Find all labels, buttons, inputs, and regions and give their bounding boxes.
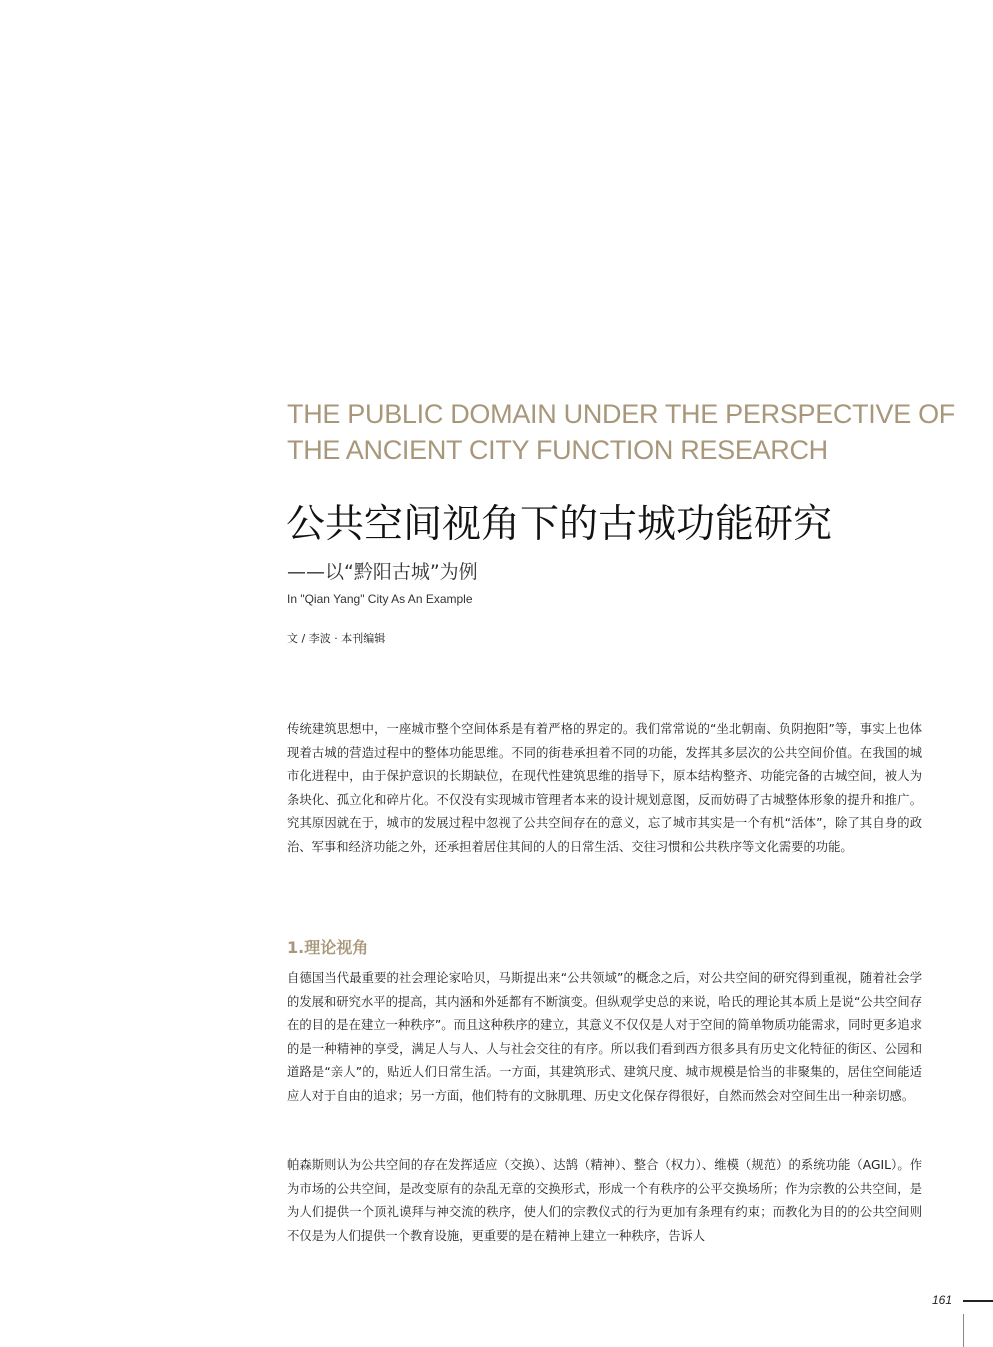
english-subtitle: In "Qian Yang" City As An Example bbox=[287, 592, 473, 606]
english-title-line-2: THE ANCIENT CITY FUNCTION RESEARCH bbox=[287, 435, 828, 465]
section-heading: 1.理论视角 bbox=[287, 938, 369, 957]
intro-paragraph: 传统建筑思想中，一座城市整个空间体系是有着严格的界定的。我们常常说的“坐北朝南、负阴抱阳”等，事实上也体现着古城的营造过程中的整体功能思维。不同的街巷承担着不同的功能，发挥其多层次的公共空间价值。在我国的城市化进程中，由于保护意识的长期缺位，在现代性建筑思维的指导下，原本结构整齐、功能完备的古城空间，被人为条块化、孤立化和碎片化。不仅没有实现城市管理者本来的设计规划意图，反而妨碍了古城整体形象的提升和推广。究其原因就在于，城市的发展过程中忽视了公共空间存在的意义，忘了城市其实是一个有机“活体”，除了其自身的政治、军事和经济功能之外，还承担着居住其间的人的日常生活、交往习惯和公共秩序等文化需要的功能。 bbox=[287, 722, 922, 854]
english-title-line-1: THE PUBLIC DOMAIN UNDER THE PERSPECTIVE OF bbox=[287, 399, 956, 429]
chinese-subtitle: ——以“黔阳古城”为例 bbox=[287, 561, 478, 583]
margin-divider bbox=[963, 1314, 964, 1347]
byline: 文 / 李波 · 本刊编辑 bbox=[287, 632, 386, 645]
body-paragraph-1: 自德国当代最重要的社会理论家哈贝，马斯提出来“公共领域”的概念之后，对公共空间的研究得到重视，随着社会学的发展和研究水平的提高，其内涵和外延都有不断演变。但纵观学史总的来说，哈氏的理论其本质上是说“公共空间存在的目的是在建立一种秩序”。而且这种秩序的建立，其意义不仅仅是人对于空间的简单物质功能需求，同时更多追求的是一种精神的享受，满足人与人、人与社会交往的有序。所以我们看到西方很多具有历史文化特征的街区、公园和道路是“亲人”的，贴近人们日常生活。一方面，其建筑形式、建筑尺度、城市规模是恰当的非聚集的，居住空间能适应人对于自由的追求；另一方面，他们特有的文脉肌理、历史文化保存得很好，自然而然会对空间生出一种亲切感。 bbox=[287, 971, 922, 1103]
chinese-title: 公共空间视角下的古城功能研究 bbox=[286, 502, 833, 547]
english-title bbox=[287, 396, 967, 468]
page-number: 161 bbox=[932, 1293, 953, 1307]
body-paragraph-2: 帕森斯则认为公共空间的存在发挥适应（交换）、达鹄（精神）、整合（权力）、维模（规范）的系统功能（AGIL）。作为市场的公共空间，是改变原有的杂乱无章的交换形式，形成一个有秩序的公平交换场所；作为宗教的公共空间，是为人们提供一个顶礼谟拜与神交流的秩序，使人们的宗教仪式的行为更加有条理有约束；而教化为目的的公共空间则不仅是为人们提供一个教育设施，更重要的是在精神上建立一种秩序，告诉人 bbox=[287, 1158, 922, 1243]
page-number-rule bbox=[963, 1300, 993, 1302]
